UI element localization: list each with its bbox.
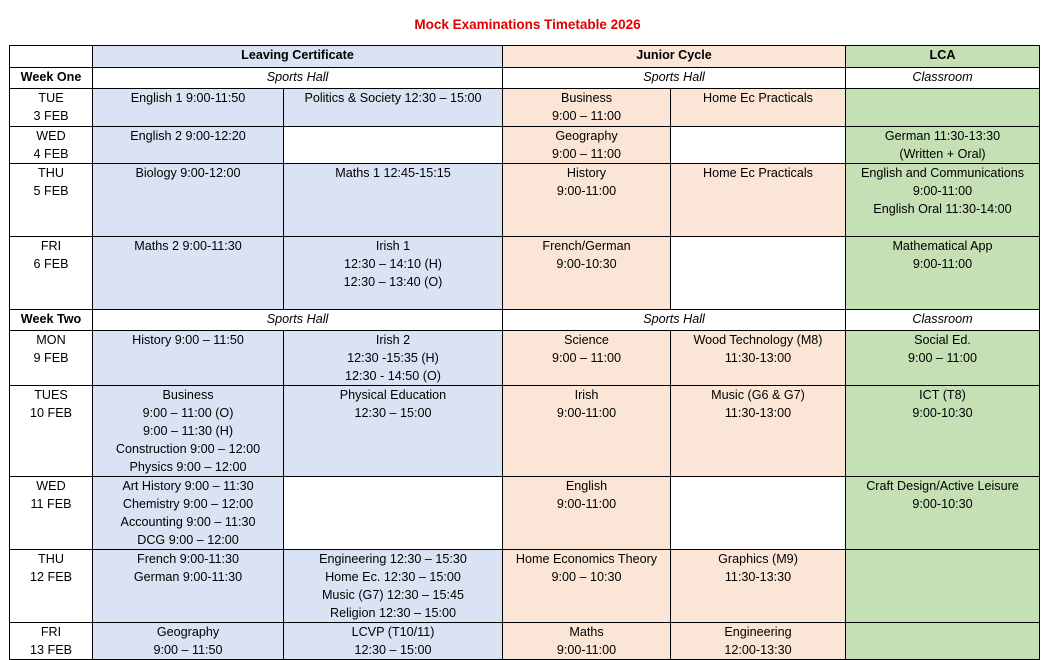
day-cell xyxy=(10,237,93,310)
cell-line: English xyxy=(565,479,608,493)
page-title: Mock Examinations Timetable 2026 xyxy=(414,17,641,32)
jc-morning-cell xyxy=(503,89,671,127)
day-cell xyxy=(10,89,93,127)
lc-morning-cell xyxy=(93,623,284,660)
day-cell xyxy=(10,623,93,660)
day-cell xyxy=(10,550,93,623)
cell-line: 9:00 – 11:00 xyxy=(551,351,622,365)
jc-morning-cell xyxy=(503,237,671,310)
cell-line: 9:00-10:30 xyxy=(912,406,973,420)
cell-line: Engineering xyxy=(724,625,792,639)
day-name: FRI xyxy=(40,239,62,253)
exam-timetable xyxy=(9,45,1040,660)
cell-line: Maths xyxy=(569,625,604,639)
lc-afternoon-cell xyxy=(284,550,503,623)
cell-line: 11:30-13:00 xyxy=(724,351,792,365)
cell-line: Construction 9:00 – 12:00 xyxy=(115,442,261,456)
cell-line: 9:00 – 10:30 xyxy=(551,570,622,584)
cell-line: 9:00 – 11:50 xyxy=(153,643,223,657)
cell-line: English 1 9:00-11:50 xyxy=(130,91,246,105)
day-name: THU xyxy=(38,552,64,566)
cell-line: Mathematical App xyxy=(892,239,993,253)
cell-line: 9:00 – 11:00 xyxy=(551,109,622,123)
cell-line: Business xyxy=(560,91,613,105)
cell-line: Geography xyxy=(156,625,220,639)
day-row xyxy=(10,127,1040,164)
cell-line: Engineering 12:30 – 15:30 xyxy=(319,552,467,566)
cell-line: Physical Education xyxy=(339,388,447,402)
cell-line: Music (G7) 12:30 – 15:45 xyxy=(321,588,465,602)
jc-afternoon-cell xyxy=(671,477,846,550)
lc-afternoon-cell xyxy=(284,237,503,310)
jc-afternoon-cell xyxy=(671,331,846,386)
cell-line: 9:00-11:00 xyxy=(556,406,617,420)
day-row xyxy=(10,89,1040,127)
cell-line: Geography xyxy=(555,129,618,143)
cell-line: Irish 1 xyxy=(375,239,411,253)
jc-morning-cell xyxy=(503,550,671,623)
cell-line: 9:00 – 11:00 xyxy=(907,351,978,365)
cell-line: Home Ec Practicals xyxy=(703,166,813,180)
day-date: 13 FEB xyxy=(30,643,72,657)
jc-morning-cell xyxy=(503,127,671,164)
lca-cell xyxy=(846,386,1040,477)
cell-line: 9:00-11:00 xyxy=(556,184,617,198)
cell-line: LCVP (T10/11) xyxy=(351,625,435,639)
day-date: 11 FEB xyxy=(30,497,72,511)
day-date: 6 FEB xyxy=(33,257,69,271)
day-date: 3 FEB xyxy=(33,109,69,123)
header-leaving-cert: Leaving Certificate xyxy=(93,46,503,68)
jc-afternoon-cell xyxy=(671,164,846,237)
cell-line: Accounting 9:00 – 11:30 xyxy=(120,515,256,529)
cell-line: Social Ed. xyxy=(914,333,971,347)
venue-leaving-cert: Sports Hall xyxy=(93,68,503,89)
cell-line: Home Ec Practicals xyxy=(703,91,813,105)
cell-line: 12:30 – 14:10 (H) xyxy=(343,257,442,271)
cell-line: 12:30 – 15:00 xyxy=(354,643,432,657)
lc-afternoon-cell xyxy=(284,164,503,237)
lca-cell xyxy=(846,237,1040,310)
cell-line: Craft Design/Active Leisure xyxy=(866,479,1019,493)
venue-leaving-cert: Sports Hall xyxy=(93,310,503,331)
cell-line: 9:00-10:30 xyxy=(912,497,973,511)
week-label: Week Two xyxy=(10,310,93,331)
lc-morning-cell xyxy=(93,386,284,477)
jc-afternoon-cell xyxy=(671,386,846,477)
lc-afternoon-cell xyxy=(284,127,503,164)
cell-line: 9:00-11:00 xyxy=(556,643,617,657)
cell-line: Physics 9:00 – 12:00 xyxy=(129,460,247,474)
lca-cell xyxy=(846,331,1040,386)
day-cell xyxy=(10,386,93,477)
cell-line: Chemistry 9:00 – 12:00 xyxy=(122,497,254,511)
cell-line: 12:30 -15:35 (H) xyxy=(347,351,439,365)
cell-line: 9:00-11:00 xyxy=(556,497,617,511)
cell-line: English Oral 11:30-14:00 xyxy=(873,202,1012,216)
jc-afternoon-cell xyxy=(671,623,846,660)
cell-line: 12:00-13:30 xyxy=(724,643,792,657)
day-name: THU xyxy=(38,166,64,180)
day-cell xyxy=(10,331,93,386)
day-row xyxy=(10,623,1040,660)
day-name: FRI xyxy=(40,625,62,639)
cell-line: 12:30 - 14:50 (O) xyxy=(345,369,441,383)
cell-line: Politics & Society 12:30 – 15:00 xyxy=(304,91,482,105)
lc-morning-cell xyxy=(93,237,284,310)
cell-line: 11:30-13:30 xyxy=(724,570,792,584)
cell-line: Irish 2 xyxy=(375,333,411,347)
lc-morning-cell xyxy=(93,477,284,550)
day-row xyxy=(10,386,1040,477)
lc-afternoon-cell xyxy=(284,89,503,127)
cell-line: Home Economics Theory xyxy=(515,552,658,566)
lc-morning-cell xyxy=(93,550,284,623)
lc-morning-cell xyxy=(93,127,284,164)
lc-afternoon-cell xyxy=(284,623,503,660)
cell-line: 9:00-11:00 xyxy=(912,184,973,198)
cell-line: Religion 12:30 – 15:00 xyxy=(329,606,457,620)
cell-line: Graphics (M9) xyxy=(718,552,798,566)
day-row xyxy=(10,550,1040,623)
venue-lca: Classroom xyxy=(846,68,1040,89)
day-row xyxy=(10,331,1040,386)
cell-line: French 9:00-11:30 xyxy=(137,552,239,566)
lca-cell xyxy=(846,127,1040,164)
day-name: TUE xyxy=(38,91,64,105)
jc-afternoon-cell xyxy=(671,237,846,310)
cell-line: 9:00 – 11:30 (H) xyxy=(142,424,234,438)
day-date: 9 FEB xyxy=(33,351,69,365)
jc-afternoon-cell xyxy=(671,550,846,623)
cell-line: German 11:30-13:30 xyxy=(884,129,1001,143)
cell-line: French/German xyxy=(542,239,631,253)
header-junior-cycle: Junior Cycle xyxy=(503,46,846,68)
cell-line: 12:30 – 13:40 (O) xyxy=(343,275,443,289)
cell-line: DCG 9:00 – 12:00 xyxy=(137,533,239,547)
cell-line: Home Ec. 12:30 – 15:00 xyxy=(325,570,461,584)
lca-cell xyxy=(846,89,1040,127)
lca-cell xyxy=(846,164,1040,237)
cell-line: ICT (T8) xyxy=(919,388,966,402)
lca-cell xyxy=(846,623,1040,660)
cell-line: English 2 9:00-12:20 xyxy=(130,129,246,143)
cell-line: (Written + Oral) xyxy=(899,147,986,161)
cell-line: Maths 1 12:45-15:15 xyxy=(335,166,451,180)
lc-morning-cell xyxy=(93,164,284,237)
day-row xyxy=(10,237,1040,310)
day-row xyxy=(10,477,1040,550)
venue-lca: Classroom xyxy=(846,310,1040,331)
cell-line: Business xyxy=(162,388,214,402)
cell-line: History 9:00 – 11:50 xyxy=(132,333,244,347)
lc-afternoon-cell xyxy=(284,386,503,477)
lc-morning-cell xyxy=(93,331,284,386)
lca-cell xyxy=(846,477,1040,550)
day-date: 4 FEB xyxy=(33,147,69,161)
cell-line: Art History 9:00 – 11:30 xyxy=(122,479,254,493)
day-cell xyxy=(10,127,93,164)
day-date: 10 FEB xyxy=(30,406,72,420)
venue-junior-cycle: Sports Hall xyxy=(503,68,846,89)
venue-junior-cycle: Sports Hall xyxy=(503,310,846,331)
day-name: WED xyxy=(36,129,66,143)
jc-morning-cell xyxy=(503,477,671,550)
cell-line: Maths 2 9:00-11:30 xyxy=(134,239,242,253)
day-cell xyxy=(10,477,93,550)
week-label: Week One xyxy=(10,68,93,89)
jc-morning-cell xyxy=(503,331,671,386)
cell-line: Music (G6 & G7) xyxy=(711,388,805,402)
cell-line: English and Communications xyxy=(860,166,1025,180)
lc-morning-cell xyxy=(93,89,284,127)
cell-line: Irish xyxy=(574,388,599,402)
header-row xyxy=(10,46,1040,68)
lc-afternoon-cell xyxy=(284,331,503,386)
cell-line: Biology 9:00-12:00 xyxy=(135,166,241,180)
day-name: WED xyxy=(36,479,66,493)
day-date: 12 FEB xyxy=(30,570,72,584)
day-name: TUES xyxy=(34,388,68,402)
cell-line: Science xyxy=(564,333,609,347)
day-cell xyxy=(10,164,93,237)
jc-morning-cell xyxy=(503,623,671,660)
jc-morning-cell xyxy=(503,386,671,477)
jc-afternoon-cell xyxy=(671,89,846,127)
header-lca: LCA xyxy=(846,46,1040,68)
day-date: 5 FEB xyxy=(33,184,69,198)
lc-afternoon-cell xyxy=(284,477,503,550)
cell-line: 9:00 – 11:00 (O) xyxy=(142,406,234,420)
day-name: MON xyxy=(36,333,66,347)
cell-line: German 9:00-11:30 xyxy=(133,570,243,584)
cell-line: 12:30 – 15:00 xyxy=(354,406,432,420)
header-corner-cell xyxy=(10,46,93,68)
cell-line: Wood Technology (M8) xyxy=(693,333,823,347)
week-row xyxy=(10,310,1040,331)
week-row xyxy=(10,68,1040,89)
cell-line: History xyxy=(566,166,607,180)
jc-morning-cell xyxy=(503,164,671,237)
cell-line: 11:30-13:00 xyxy=(724,406,792,420)
lca-cell xyxy=(846,550,1040,623)
day-row xyxy=(10,164,1040,237)
jc-afternoon-cell xyxy=(671,127,846,164)
cell-line: 9:00-10:30 xyxy=(556,257,617,271)
cell-line: 9:00 – 11:00 xyxy=(551,147,622,161)
cell-line: 9:00-11:00 xyxy=(912,257,973,271)
